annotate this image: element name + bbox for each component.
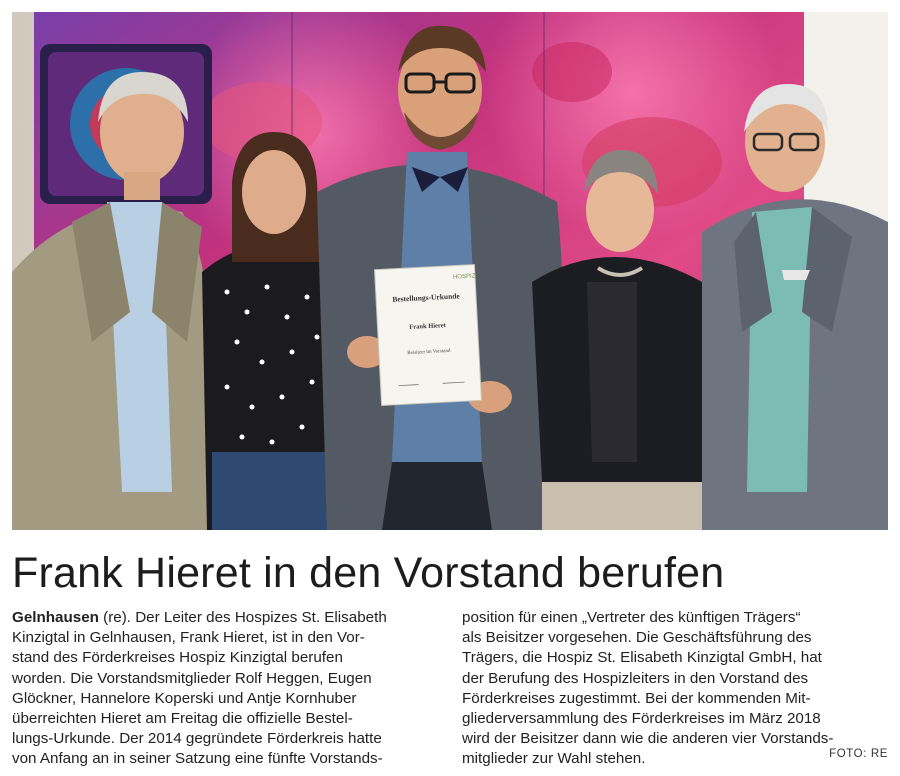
article-line: der Berufung des Hospizleiters in den Vorstand des [462,669,809,687]
dateline: Gelnhausen [12,609,99,626]
article-line: mitglieder zur Wahl stehen. [462,750,646,768]
certificate-name: Frank Hieret [409,322,446,331]
article-line: überreichten Hieret am Freitag die offizielle Bestel- [12,709,353,727]
article-line: stand des Förderkreises Hospiz Kinzigtal berufen [12,649,343,667]
article-line: Förderkreises zugestimmt. Bei der kommenden Mit- [462,689,811,707]
certificate [375,264,482,405]
article-line: Trägers, die Hospiz St. Elisabeth Kinzigtal GmbH, hat [462,649,822,667]
certificate-title: Bestellungs-Urkunde [392,291,460,304]
article-line: wird der Beisitzer dann wie die anderen vier Vorstands- [462,730,834,748]
headline: Frank Hieret in den Vorstand berufen [12,549,725,597]
article-line: position für einen „Vertreter des künftigen Trägers“ [462,609,801,626]
photo-credit: FOTO: RE [829,748,888,760]
article-photo [12,12,888,530]
article-line: Kinzigtal in Gelnhausen, Frank Hieret, ist in den Vor- [12,629,365,647]
article-line: als Beisitzer vorgesehen. Die Geschäftsführung des [462,629,812,647]
certificate-logo: HOSPIZ [452,273,476,281]
article-column-2 [462,608,890,770]
article-line: von Anfang an in seiner Satzung eine fünfte Vorstands- [12,750,383,768]
article-first-line [12,608,440,628]
certificate-role: Beisitzer im Vorstand [407,348,451,357]
article-line: worden. Die Vorstandsmitglieder Rolf Heggen, Eugen [12,669,372,687]
article-line: Glöckner, Hannelore Koperski und Antje Kornhuber [12,689,357,707]
article-column-1 [12,608,440,770]
article-line: lungs-Urkunde. Der 2014 gegründete Förderkreis hatte [12,730,382,748]
first-line-text: (re). Der Leiter des Hospizes St. Elisabeth [98,609,387,626]
article-line: gliederversammlung des Förderkreises im März 2018 [462,709,821,727]
